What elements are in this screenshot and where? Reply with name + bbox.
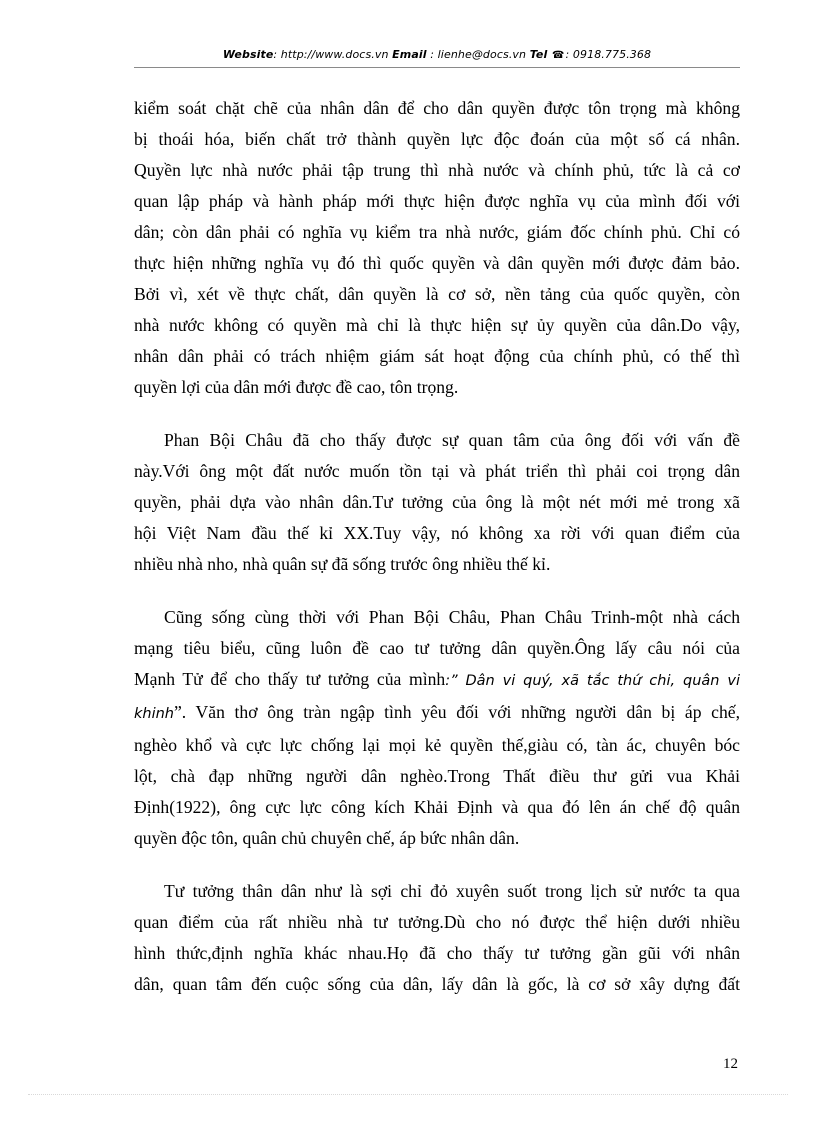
- text-line-with-quote: [134, 697, 740, 730]
- text-line: Quyền lực nhà nước phải tập trung thì nhà nước và chính phủ, tức là cả cơ: [134, 160, 740, 180]
- text-line: Tư tưởng thân dân như là sợi chỉ đỏ xuyên suốt trong lịch sử nước ta qua: [164, 881, 740, 901]
- text-line: nhà nước không có quyền mà chỉ là thực hiện sự ủy quyền của dân.Do vậy,: [134, 315, 740, 335]
- text-line: quyền lợi của dân mới được đề cao, tôn trọng.: [134, 377, 459, 397]
- document-body: [134, 93, 740, 1000]
- text-line-with-quote: [134, 664, 740, 697]
- paragraph-1: [134, 93, 740, 403]
- page-number: 12: [723, 1056, 738, 1072]
- text-line: nghèo khổ và cực lực chống lại mọi kẻ quyền thế,giàu có, tàn ác, chuyên bóc: [134, 735, 740, 755]
- text-line: mạng tiêu biểu, cũng luôn đề cao tư tưởng dân quyền.Ông lấy câu nói của: [134, 638, 740, 658]
- paragraph-4: [134, 876, 740, 1000]
- text-line: Bởi vì, xét về thực chất, dân quyền là cơ sở, nền tảng của quốc quyền, còn: [134, 284, 740, 304]
- text-line: quyền, phải dựa vào nhân dân.Tư tưởng của ông là một nét mới mẻ trong xã: [134, 492, 740, 512]
- page-bottom-border: [28, 1094, 788, 1095]
- website-value: : http://www.docs.vn: [273, 48, 389, 61]
- quote-text: :” Dân vi quý, xã tắc thứ chi, quân vi: [445, 673, 740, 689]
- text-line: Cũng sống cùng thời với Phan Bội Châu, Phan Châu Trinh-một nhà cách: [164, 607, 740, 627]
- paragraph-2: [134, 425, 740, 580]
- tel-label: Tel: [529, 48, 548, 61]
- text-line: Phan Bội Châu đã cho thấy được sự quan tâm của ông đối với vấn đề: [164, 430, 740, 450]
- text-line: quyền độc tôn, quân chủ chuyên chế, áp bức nhân dân.: [134, 828, 520, 848]
- quote-intro: Mạnh Tử để cho thấy tư tưởng của mình: [134, 669, 446, 689]
- header-divider: [134, 67, 740, 68]
- text-line: lột, chà đạp những người dân nghèo.Trong Thất điều thư gửi vua Khải: [134, 766, 740, 786]
- text-line: thực hiện những nghĩa vụ đó thì quốc quyền và dân quyền mới được đảm bảo.: [134, 253, 740, 273]
- paragraph-3: [134, 602, 740, 854]
- text-line: này.Với ông một đất nước muốn tồn tại và phát triển thì phải coi trọng dân: [134, 461, 740, 481]
- phone-icon: ☎: [551, 50, 565, 61]
- email-label: Email: [392, 48, 427, 61]
- text-line: quan điểm của rất nhiều nhà tư tưởng.Dù cho nó được thể hiện dưới nhiều: [134, 912, 740, 932]
- text-line: bị thoái hóa, biến chất trở thành quyền lực độc đoán của một số cá nhân.: [134, 129, 740, 149]
- page-header: [134, 48, 740, 61]
- text-line: Định(1922), ông cực lực công kích Khải Định và qua đó lên án chế độ quân: [134, 797, 740, 817]
- quote-text-end: khinh: [134, 706, 174, 722]
- text-line: hội Việt Nam đầu thế kỉ XX.Tuy vậy, nó không xa rời với quan điểm của: [134, 523, 740, 543]
- website-label: Website: [222, 48, 274, 61]
- text-line: dân, quan tâm đến cuộc sống của dân, lấy dân là gốc, là cơ sở xây dựng đất: [134, 974, 740, 994]
- text-line: nhiều nhà nho, nhà quân sự đã sống trước ông nhiều thế kỉ.: [134, 554, 551, 574]
- text-line: dân; còn dân phải có nghĩa vụ kiểm tra nhà nước, giám đốc chính phủ. Chỉ có: [134, 222, 740, 242]
- text-line: quan lập pháp và hành pháp mới thực hiện được nghĩa vụ của mình đối với: [134, 191, 740, 211]
- text-line: nhân dân phải có trách nhiệm giám sát hoạt động của chính phủ, có thế thì: [134, 346, 740, 366]
- text-line: hình thức,định nghĩa khác nhau.Họ đã cho thấy tư tưởng gần gũi với nhân: [134, 943, 740, 963]
- quote-outro: ”. Văn thơ ông tràn ngập tình yêu đối với những người dân bị áp chế,: [174, 702, 740, 722]
- text-line: kiểm soát chặt chẽ của nhân dân để cho dân quyền được tôn trọng mà không: [134, 98, 740, 118]
- email-value: : lienhe@docs.vn: [430, 48, 527, 61]
- tel-value: : 0918.775.368: [565, 48, 652, 61]
